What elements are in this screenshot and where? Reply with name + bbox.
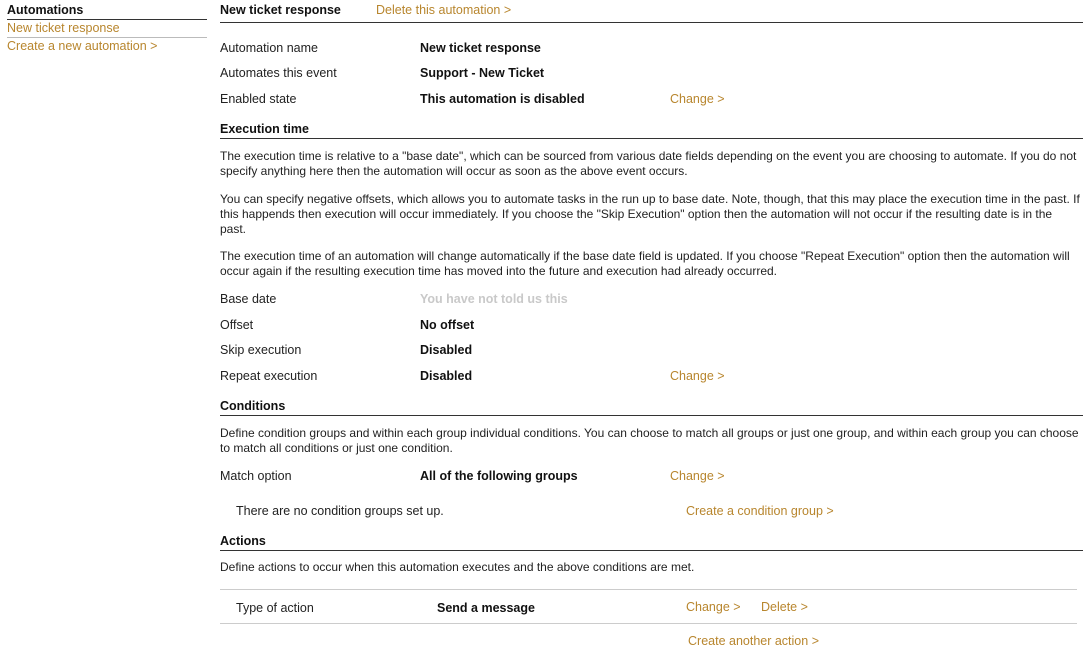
create-action-row	[220, 634, 1083, 652]
event-value: Support - New Ticket	[420, 66, 545, 80]
match-option-label: Match option	[220, 469, 292, 483]
page-title: New ticket response	[220, 3, 341, 17]
sidebar-item-new-ticket-response[interactable]: New ticket response	[7, 20, 207, 38]
create-condition-group-link[interactable]: Create a condition group >	[686, 504, 834, 518]
actions-para: Define actions to occur when this automation executes and the above conditions are met.	[220, 560, 695, 574]
enabled-state-value: This automation is disabled	[420, 92, 585, 106]
repeat-execution-row	[220, 369, 1083, 387]
condition-groups-row	[220, 504, 1083, 522]
offset-label: Offset	[220, 318, 254, 332]
sidebar	[7, 0, 207, 55]
offset-value: No offset	[420, 318, 475, 332]
base-date-value: You have not told us this	[420, 292, 568, 306]
automation-name-value: New ticket response	[420, 41, 541, 55]
change-execution-link[interactable]: Change >	[670, 369, 725, 383]
automation-name-row	[220, 41, 1083, 59]
change-action-link[interactable]: Change >	[686, 600, 741, 614]
conditions-para: Define condition groups and within each group individual conditions. You can choose to match all groups or just one group, and within each group you can choose to match all conditions or just one condition.	[220, 426, 1079, 455]
delete-action-link[interactable]: Delete >	[761, 600, 808, 614]
sidebar-title: Automations	[7, 0, 207, 20]
execution-para-1: The execution time is relative to a "base date", which can be sourced from various date fields depending on the event you are choosing to automate. If you do not specify anything here then the automation will occur as soon as the above event occurs.	[220, 149, 1077, 178]
action-row	[220, 589, 1077, 624]
skip-execution-row	[220, 343, 1083, 361]
page-header	[220, 0, 1083, 23]
delete-automation-link[interactable]: Delete this automation >	[376, 3, 512, 17]
repeat-execution-label: Repeat execution	[220, 369, 318, 383]
event-label: Automates this event	[220, 66, 337, 80]
create-another-action-link[interactable]: Create another action >	[688, 634, 819, 648]
execution-para-3: The execution time of an automation will change automatically if the base date field is updated. If you choose "Repeat Execution" option then the automation will occur again if the resulting execution time has moved into the future and execution had already occurred.	[220, 249, 1070, 278]
base-date-row	[220, 292, 1083, 310]
base-date-label: Base date	[220, 292, 277, 306]
match-option-value: All of the following groups	[420, 469, 578, 483]
actions-heading: Actions	[220, 534, 1083, 551]
skip-execution-value: Disabled	[420, 343, 473, 357]
execution-time-heading: Execution time	[220, 122, 1083, 139]
action-type-value: Send a message	[437, 601, 535, 615]
event-row	[220, 66, 1083, 84]
main-panel	[220, 0, 1083, 648]
skip-execution-label: Skip execution	[220, 343, 302, 357]
offset-row	[220, 318, 1083, 336]
create-automation-link[interactable]: Create a new automation >	[7, 39, 158, 53]
repeat-execution-value: Disabled	[420, 369, 473, 383]
match-option-row	[220, 469, 1083, 487]
change-enabled-link[interactable]: Change >	[670, 92, 725, 106]
automation-name-label: Automation name	[220, 41, 318, 55]
conditions-heading: Conditions	[220, 399, 1083, 416]
action-type-label: Type of action	[236, 601, 314, 615]
enabled-state-row	[220, 92, 1083, 110]
change-match-option-link[interactable]: Change >	[670, 469, 725, 483]
no-condition-groups-text: There are no condition groups set up.	[236, 504, 444, 518]
enabled-state-label: Enabled state	[220, 92, 297, 106]
execution-para-2: You can specify negative offsets, which allows you to automate tasks in the run up to base date. Note, though, that this may place the execution time in the past. If this happends then execution will occur immediately. If you choose the "Skip Execution" option then the automation will not occur if the resulting date is in the past.	[220, 192, 1080, 236]
